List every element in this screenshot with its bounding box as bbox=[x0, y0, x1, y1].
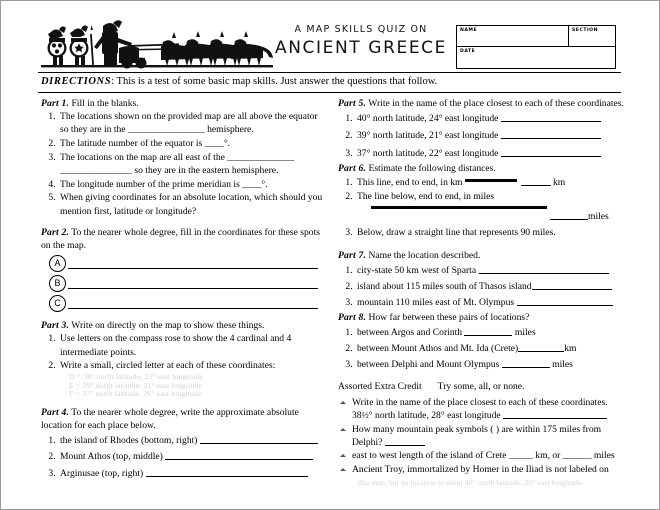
list-item bbox=[355, 296, 628, 309]
faint-coordinate-3: F = 37° north latitude, 26° east longitude bbox=[69, 389, 202, 399]
list-item-text: Arginusae (top, right) bbox=[60, 467, 144, 479]
header-divider-bottom bbox=[38, 92, 621, 93]
coordinate-row-b bbox=[41, 275, 326, 295]
list-item-text: This line, end to end, in km bbox=[357, 177, 463, 189]
part7-title: Name the location described. bbox=[366, 249, 481, 261]
answer-blank[interactable] bbox=[502, 358, 550, 368]
part6-label: Part 6. bbox=[338, 162, 367, 174]
unit-label: km bbox=[552, 177, 566, 189]
left-column bbox=[41, 97, 326, 480]
part2-heading bbox=[41, 226, 326, 252]
part7-list bbox=[338, 264, 628, 310]
list-item-text: 40° north latitude, 24° east longitude bbox=[357, 113, 499, 125]
answer-blank[interactable] bbox=[200, 434, 318, 444]
list-item bbox=[355, 176, 628, 189]
part2-title: To the nearer whole degree, fill in the coordinates for these spots on the map. bbox=[41, 226, 320, 252]
answer-blank[interactable] bbox=[501, 147, 601, 157]
part4-heading bbox=[41, 406, 326, 432]
faint-coordinate-2: E = 39° north latitude, 21° east longitude bbox=[69, 380, 203, 390]
answer-blank[interactable] bbox=[68, 308, 318, 309]
list-item-text: Mount Athos (top, middle) bbox=[60, 451, 163, 463]
name-section-date-box bbox=[456, 25, 616, 69]
coordinate-row-a bbox=[41, 255, 326, 275]
part1-list bbox=[41, 110, 326, 218]
list-item bbox=[58, 434, 326, 447]
unit-label: km bbox=[564, 343, 577, 355]
list-item bbox=[338, 423, 628, 449]
list-item bbox=[58, 467, 326, 480]
measure-bar-km bbox=[465, 179, 517, 183]
part5-title: Write in the name of the place closest to each of these coordinates. bbox=[366, 98, 624, 109]
list-item bbox=[355, 112, 628, 125]
answer-blank[interactable] bbox=[385, 436, 425, 446]
list-item-text: How many mountain peak symbols ( ) are within 175 miles from bbox=[352, 423, 602, 435]
extra-credit-list bbox=[338, 396, 628, 490]
list-item: 4. The longitude number of the prime meridian is ____°. bbox=[58, 178, 326, 191]
date-field[interactable] bbox=[457, 47, 615, 68]
part4-list bbox=[41, 434, 326, 480]
answer-blank[interactable] bbox=[503, 409, 607, 419]
quiz-title-block bbox=[271, 23, 451, 59]
extra-credit-subtitle: Try some, all, or none. bbox=[437, 381, 525, 393]
faint-extra-credit-tail: this map, but its location is about 40° north latitude, 26° east longitude. bbox=[358, 478, 584, 488]
part7-heading bbox=[338, 249, 628, 262]
circle-letter-b: B bbox=[49, 275, 66, 292]
directions-text: : This is a test of some basic map skills. Just answer the questions that follow. bbox=[111, 76, 438, 87]
answer-blank[interactable] bbox=[532, 280, 612, 290]
list-item-text: Ancient Troy, immortalized by Homer in the Iliad is not labeled on bbox=[352, 464, 609, 476]
bullet-caret-icon bbox=[340, 468, 346, 471]
list-item-text: the island of Rhodes (bottom, right) bbox=[60, 435, 198, 447]
list-item bbox=[338, 463, 628, 489]
part5-label: Part 5. bbox=[338, 98, 367, 109]
date-label: DATE bbox=[460, 49, 476, 54]
quiz-subtitle: A MAP SKILLS QUIZ ON bbox=[294, 24, 428, 35]
part2-label: Part 2. bbox=[41, 226, 70, 238]
list-item bbox=[355, 190, 628, 224]
list-item: 1. The locations shown on the provided map are all above the equator so they are in the ________________ hemisphere. bbox=[58, 110, 326, 136]
part3-heading bbox=[41, 319, 326, 332]
bullet-caret-icon bbox=[340, 454, 346, 457]
name-field[interactable] bbox=[457, 26, 569, 46]
header-divider-top bbox=[38, 72, 621, 73]
answer-blank[interactable] bbox=[550, 210, 588, 220]
part1-label: Part 1. bbox=[41, 98, 70, 109]
list-item bbox=[355, 280, 628, 293]
part8-list bbox=[338, 326, 628, 372]
answer-blank[interactable] bbox=[518, 342, 564, 352]
unit-label: miles bbox=[552, 359, 573, 371]
section-field[interactable] bbox=[569, 26, 615, 46]
section-label: SECTION bbox=[572, 28, 598, 33]
part4-title: To the nearer whole degree, write the approximate absolute location for each place below. bbox=[41, 406, 299, 432]
part2-answer-rows bbox=[41, 255, 326, 315]
answer-blank[interactable] bbox=[68, 288, 318, 289]
list-item bbox=[355, 358, 628, 371]
list-item bbox=[355, 129, 628, 142]
part1-title: Fill in the blanks. bbox=[69, 98, 139, 109]
faint-coordinate-1: D = 38° north latitude, 23° east longitude bbox=[69, 372, 203, 382]
part5-heading bbox=[338, 97, 628, 110]
list-item: 5. When giving coordinates for an absolute location, which should you mention first, latitude or longitude? bbox=[58, 191, 326, 217]
answer-blank[interactable] bbox=[165, 450, 313, 460]
list-item-text: city-state 50 km west of Sparta bbox=[357, 265, 477, 277]
circle-letter-c: C bbox=[49, 295, 66, 312]
list-item-text: Write in the name of the place closest to each of these coordinates. bbox=[352, 396, 608, 408]
list-item: 3. Below, draw a straight line that represents 90 miles. bbox=[355, 226, 628, 239]
list-item-text: 39° north latitude, 21° east longitude bbox=[357, 130, 499, 142]
unit-label: miles bbox=[588, 211, 609, 223]
unit-label: miles bbox=[514, 326, 536, 338]
extra-credit-heading bbox=[338, 380, 628, 393]
part1-heading bbox=[41, 97, 326, 110]
list-item: 1. Use letters on the compass rose to show the 4 cardinal and 4 intermediate points. bbox=[58, 332, 326, 358]
extra-credit-coordinate: 38½° north latitude, 28° east longitude bbox=[352, 409, 501, 421]
list-item bbox=[355, 342, 628, 355]
part6-title: Estimate the following distances. bbox=[366, 162, 496, 174]
list-item bbox=[355, 326, 628, 339]
list-item-text: between Argos and Corinth bbox=[357, 326, 463, 338]
part8-heading bbox=[338, 311, 628, 324]
extra-credit-title: Assorted Extra Credit bbox=[338, 381, 422, 393]
part3-list bbox=[41, 332, 326, 372]
answer-blank[interactable] bbox=[479, 264, 609, 274]
list-item bbox=[355, 264, 628, 277]
circle-letter-a: A bbox=[49, 255, 66, 272]
list-item: 3. The locations on the map are all east of the ______________ _______________ so they are in the eastern hemisphere. bbox=[58, 151, 326, 177]
bullet-caret-icon bbox=[340, 401, 346, 404]
answer-blank[interactable] bbox=[517, 296, 613, 306]
part7-label: Part 7. bbox=[338, 249, 367, 261]
answer-blank[interactable] bbox=[68, 268, 318, 269]
answer-blank[interactable] bbox=[464, 326, 512, 336]
name-label: NAME bbox=[460, 28, 478, 33]
answer-blank[interactable] bbox=[146, 467, 308, 477]
part6-heading bbox=[338, 162, 628, 175]
bullet-caret-icon bbox=[340, 428, 346, 431]
part8-title: How far between these pairs of locations? bbox=[366, 311, 530, 323]
greek-chariot-illustration bbox=[41, 18, 273, 70]
directions-label: DIRECTIONS bbox=[41, 76, 112, 87]
list-item bbox=[338, 449, 628, 462]
part5-list bbox=[338, 112, 628, 160]
answer-blank[interactable] bbox=[501, 129, 601, 139]
list-item: 2. The latitude number of the equator is ____°. bbox=[58, 137, 326, 150]
list-item bbox=[355, 147, 628, 160]
part4-label: Part 4. bbox=[41, 406, 70, 418]
miles-answer-row bbox=[550, 210, 628, 223]
answer-blank[interactable] bbox=[501, 112, 601, 122]
list-item-text: The line below, end to end, in miles bbox=[357, 190, 495, 202]
part6-list bbox=[338, 176, 628, 239]
answer-blank[interactable] bbox=[521, 176, 551, 186]
directions-line bbox=[41, 75, 621, 89]
part8-label: Part 8. bbox=[338, 311, 367, 323]
list-item: 2. Write a small, circled letter at each of these coordinates: bbox=[58, 359, 326, 372]
part3-title: Write on directly on the map to show these things. bbox=[69, 320, 265, 332]
right-column bbox=[338, 97, 628, 490]
coordinate-row-c bbox=[41, 295, 326, 315]
part3-label: Part 3. bbox=[41, 320, 70, 332]
list-item-text: between Mount Athos and Mt. Ida (Crete) bbox=[357, 343, 519, 355]
list-item-text-cont: Delphi? bbox=[352, 436, 383, 448]
list-item bbox=[58, 450, 326, 463]
list-item-text: island about 115 miles south of Thasos island bbox=[357, 281, 532, 293]
measure-bar-miles bbox=[371, 206, 547, 210]
list-item-text: between Delphi and Mount Olympus bbox=[357, 359, 500, 371]
list-item-text: 37° north latitude, 22° east longitude bbox=[357, 147, 499, 159]
list-item-text: east to west length of the island of Crete _____ km, or ______ miles bbox=[352, 450, 615, 462]
list-item bbox=[338, 396, 628, 422]
quiz-title: ANCIENT GREECE bbox=[275, 38, 447, 58]
list-item-text: mountain 110 miles east of Mt. Olympus bbox=[357, 297, 515, 309]
worksheet-header bbox=[1, 1, 659, 73]
